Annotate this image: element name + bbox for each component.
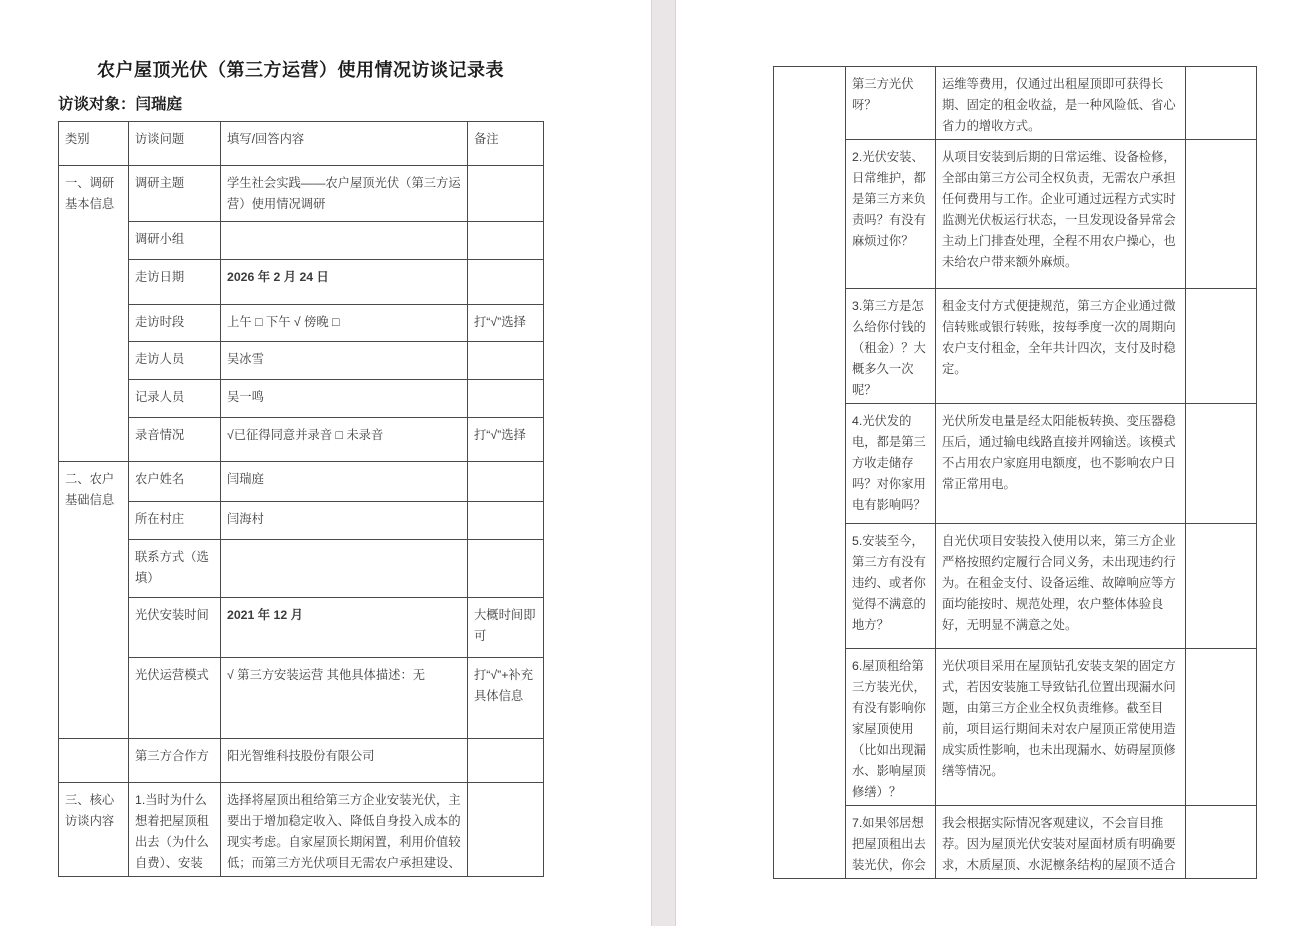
question-cell: 6.屋顶租给第三方装光伏，有没有影响你家屋顶使用（比如出现漏水、影响屋顶修缮）？ <box>846 649 936 806</box>
table-row <box>774 524 1257 649</box>
answer-cell: 我会根据实际情况客观建议，不会盲目推荐。因为屋顶光伏安装对屋面材质有明确要求，木质屋顶、水泥檩条结构的屋顶不适合 <box>936 806 1186 879</box>
remark-cell <box>468 342 544 380</box>
column-header-remark: 备注 <box>468 122 544 166</box>
table-row <box>774 404 1257 524</box>
table-row <box>59 462 544 502</box>
answer-cell: 从项目安装到后期的日常运维、设备检修，全部由第三方公司全权负责，无需农户承担任何费用与工作。企业可通过远程方式实时监测光伏板运行状态，一旦发现设备异常会主动上门排查处理，全程不用农户操心，也未给农户带来额外麻烦。 <box>936 140 1186 289</box>
table-row <box>774 140 1257 289</box>
category-cell: 一、调研基本信息 <box>59 166 129 462</box>
interviewee-line: 访谈对象：闫瑞庭 <box>58 96 183 113</box>
table-row <box>59 783 544 877</box>
category-cell <box>59 739 129 783</box>
remark-cell <box>468 502 544 540</box>
remark-cell <box>1186 649 1257 806</box>
question-cell: 联系方式（选填） <box>129 540 221 598</box>
table-row <box>59 380 544 418</box>
remark-cell <box>468 260 544 305</box>
answer-cell: 上午 □ 下午 √ 傍晚 □ <box>221 305 468 342</box>
remark-cell: 打“√”+补充具体信息 <box>468 658 544 739</box>
answer-cell: 阳光智维科技股份有限公司 <box>221 739 468 783</box>
answer-cell: √已征得同意并录音 □ 未录音 <box>221 418 468 462</box>
table-row <box>59 260 544 305</box>
remark-cell <box>468 166 544 222</box>
table-row <box>774 649 1257 806</box>
answer-cell: 自光伏项目安装投入使用以来，第三方企业严格按照约定履行合同义务，未出现违约行为。在租金支付、设备运维、故障响应等方面均能按时、规范处理，农户整体体验良好，无明显不满意之处。 <box>936 524 1186 649</box>
question-cell: 调研小组 <box>129 222 221 260</box>
answer-cell: 2021 年 12 月 <box>221 598 468 658</box>
table-row <box>774 67 1257 140</box>
answer-cell: 吴一鸣 <box>221 380 468 418</box>
question-cell: 调研主题 <box>129 166 221 222</box>
question-cell: 4.光伏发的电，都是第三方收走储存吗？对你家用电有影响吗？ <box>846 404 936 524</box>
question-cell: 光伏运营模式 <box>129 658 221 739</box>
question-cell: 1.当时为什么想着把屋顶租出去（为什么自费）、安装 <box>129 783 221 877</box>
answer-cell: 学生社会实践——农户屋顶光伏（第三方运营）使用情况调研 <box>221 166 468 222</box>
remark-cell <box>468 739 544 783</box>
interview-table-page-1 <box>58 121 544 877</box>
table-row <box>59 658 544 739</box>
answer-cell <box>221 540 468 598</box>
table-row <box>59 305 544 342</box>
remark-cell <box>1186 524 1257 649</box>
table-row <box>59 342 544 380</box>
question-cell: 2.光伏安装、日常维护，都是第三方来负责吗？有没有麻烦过你？ <box>846 140 936 289</box>
remark-cell <box>1186 404 1257 524</box>
question-cell: 走访人员 <box>129 342 221 380</box>
question-cell: 3.第三方是怎么给你付钱的（租金）？大概多久一次呢？ <box>846 289 936 404</box>
page-1-content <box>58 0 543 877</box>
remark-cell <box>468 462 544 502</box>
remark-cell <box>468 380 544 418</box>
table-row <box>59 418 544 462</box>
answer-cell: √ 第三方安装运营 其他具体描述：无 <box>221 658 468 739</box>
question-cell: 光伏安装时间 <box>129 598 221 658</box>
category-cell: 三、核心访谈内容 <box>59 783 129 877</box>
question-cell: 第三方光伏呀？ <box>846 67 936 140</box>
answer-cell: 租金支付方式便捷规范，第三方企业通过微信转账或银行转账，按每季度一次的周期向农户支付租金，全年共计四次，支付及时稳定。 <box>936 289 1186 404</box>
remark-cell <box>468 222 544 260</box>
column-header-category: 类别 <box>59 122 129 166</box>
page-gap <box>651 0 676 926</box>
document-title: 农户屋顶光伏（第三方运营）使用情况访谈记录表 <box>97 60 504 80</box>
answer-cell: 光伏所发电量是经太阳能板转换、变压器稳压后，通过输电线路直接并网输送。该模式不占用农户家庭用电额度，也不影响农户日常正常用电。 <box>936 404 1186 524</box>
answer-cell <box>221 222 468 260</box>
question-cell: 记录人员 <box>129 380 221 418</box>
table-row <box>59 166 544 222</box>
category-cell <box>774 67 846 879</box>
table-header-row <box>59 122 544 166</box>
remark-cell <box>1186 289 1257 404</box>
question-cell: 农户姓名 <box>129 462 221 502</box>
remark-cell <box>1186 67 1257 140</box>
question-cell: 所在村庄 <box>129 502 221 540</box>
answer-cell: 吴冰雪 <box>221 342 468 380</box>
question-cell: 走访日期 <box>129 260 221 305</box>
question-cell: 走访时段 <box>129 305 221 342</box>
table-row <box>59 222 544 260</box>
remark-cell <box>1186 140 1257 289</box>
remark-cell: 打“√”选择 <box>468 305 544 342</box>
question-cell: 第三方合作方 <box>129 739 221 783</box>
table-row <box>774 806 1257 879</box>
remark-cell: 打“√”选择 <box>468 418 544 462</box>
table-row <box>59 502 544 540</box>
column-header-question: 访谈问题 <box>129 122 221 166</box>
category-cell: 二、农户基础信息 <box>59 462 129 739</box>
table-row <box>59 598 544 658</box>
answer-cell: 选择将屋顶出租给第三方企业安装光伏，主要出于增加稳定收入、降低自身投入成本的现实考虑。自家屋顶长期闲置，利用价值较低；而第三方光伏项目无需农户承担建设、 <box>221 783 468 877</box>
answer-cell: 2026 年 2 月 24 日 <box>221 260 468 305</box>
document-page-2 <box>676 0 1307 926</box>
remark-cell <box>1186 806 1257 879</box>
table-row <box>59 540 544 598</box>
document-page-1 <box>0 0 651 926</box>
remark-cell <box>468 783 544 877</box>
column-header-answer: 填写/回答内容 <box>221 122 468 166</box>
remark-cell <box>468 540 544 598</box>
question-cell: 录音情况 <box>129 418 221 462</box>
question-cell: 5.安装至今，第三方有没有违约、或者你觉得不满意的地方？ <box>846 524 936 649</box>
table-row <box>59 739 544 783</box>
answer-cell: 闫海村 <box>221 502 468 540</box>
answer-cell: 运维等费用，仅通过出租屋顶即可获得长期、固定的租金收益，是一种风险低、省心省力的增收方式。 <box>936 67 1186 140</box>
table-row <box>774 289 1257 404</box>
interview-table-page-2 <box>773 66 1257 879</box>
answer-cell: 闫瑞庭 <box>221 462 468 502</box>
answer-cell: 光伏项目采用在屋顶钻孔安装支架的固定方式，若因安装施工导致钻孔位置出现漏水问题，由第三方企业全权负责维修。截至目前，项目运行期间未对农户屋顶正常使用造成实质性影响，也未出现漏水、妨碍屋顶修缮等情况。 <box>936 649 1186 806</box>
question-cell: 7.如果邻居想把屋顶租出去装光伏，你会 <box>846 806 936 879</box>
remark-cell: 大概时间即可 <box>468 598 544 658</box>
